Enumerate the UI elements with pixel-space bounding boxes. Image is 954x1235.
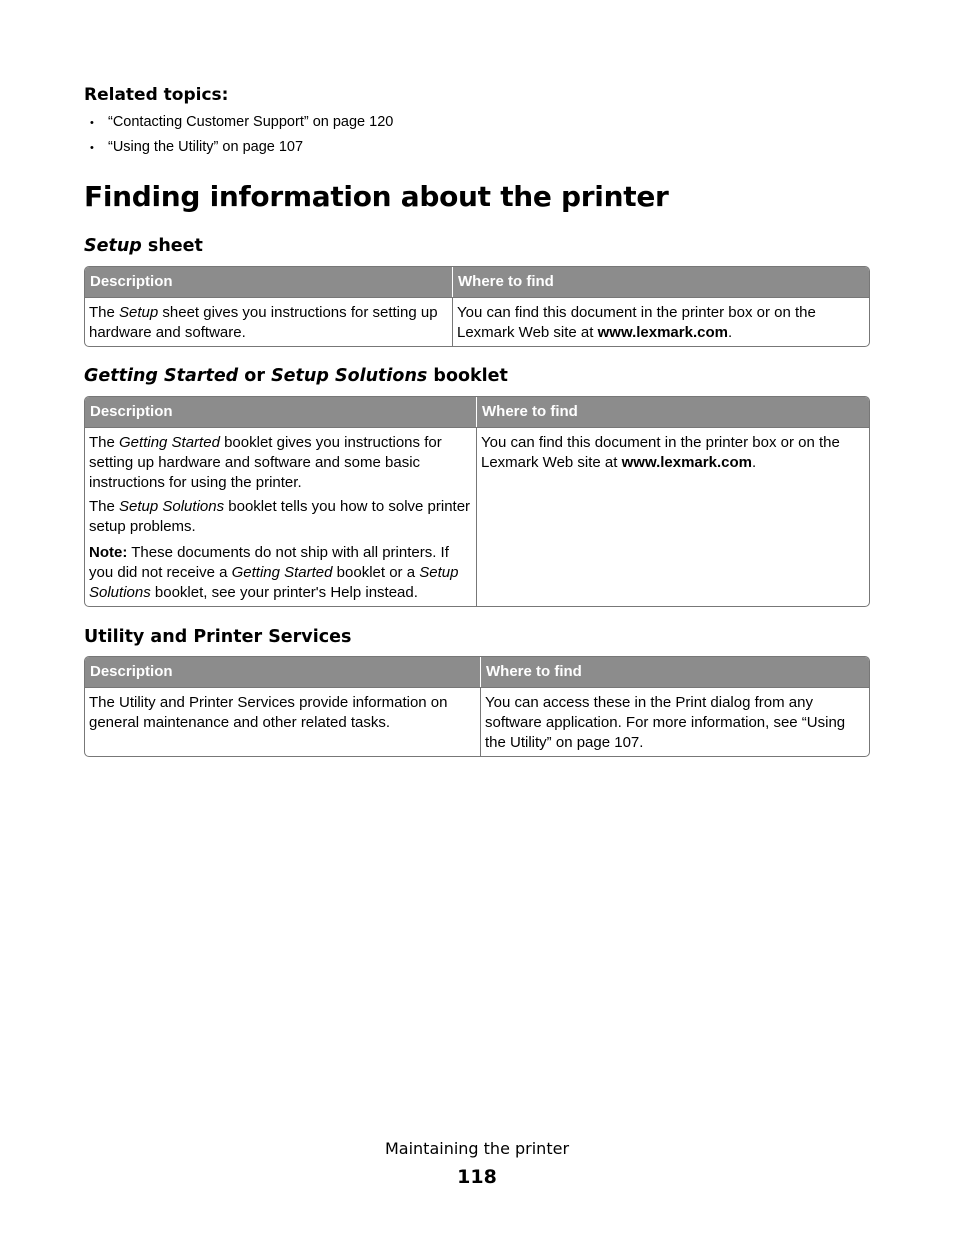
heading-text: booklet	[427, 366, 508, 386]
bullet-icon: •	[90, 142, 94, 154]
cell-italic: Setup Solutions	[119, 498, 225, 515]
website-link[interactable]: www.lexmark.com	[621, 454, 752, 471]
related-topic-link[interactable]: “Using the Utility” on page 107	[108, 139, 304, 155]
column-header-where: Where to find	[480, 657, 869, 687]
where-cell: You can access these in the Print dialog from any software application. For more information, see “Using the Utility” on page 107.	[480, 687, 869, 756]
cell-text: You can find this document in the printer box or on the Lexmark Web site at	[457, 304, 816, 341]
paragraph	[89, 497, 472, 537]
cell-text: booklet gives you instructions for setting up hardware and software and some basic instructions for using the printer.	[89, 434, 442, 491]
cell-text: .	[751, 454, 757, 471]
cell-text: The	[89, 498, 120, 515]
cell-text: These documents do not ship with all printers. If you did not receive a	[89, 544, 449, 581]
setup-sheet-table	[84, 266, 870, 347]
cell-text: You can find this document in the printer box or on the Lexmark Web site at	[481, 434, 840, 471]
cell-text: booklet, see your printer's Help instead.	[150, 584, 418, 601]
utility-table	[84, 656, 870, 757]
booklet-heading	[84, 366, 508, 386]
bullet-icon: •	[90, 117, 94, 129]
cell-italic: Getting Started	[231, 564, 333, 581]
list-item[interactable]	[84, 112, 393, 137]
booklet-table	[84, 396, 870, 607]
table-header-row	[85, 397, 869, 427]
cell-italic: Getting Started	[119, 434, 220, 451]
cell-italic: Setup Solutions	[89, 564, 459, 601]
table-row	[85, 687, 869, 756]
where-cell	[452, 297, 869, 346]
setup-sheet-heading	[84, 236, 203, 256]
cell-text: booklet or a	[332, 564, 420, 581]
cell-text: booklet tells you how to solve printer setup problems.	[89, 498, 471, 535]
heading-text: sheet	[141, 236, 203, 256]
note-paragraph	[89, 543, 472, 603]
heading-text: or	[238, 366, 272, 386]
column-header-where: Where to find	[452, 267, 869, 297]
table-row	[85, 427, 869, 606]
description-cell	[85, 297, 452, 346]
table-header-row	[85, 657, 869, 687]
related-topics-list	[84, 112, 393, 162]
heading-italic: Setup	[84, 236, 142, 256]
cell-text: The	[89, 434, 120, 451]
cell-text: sheet gives you instructions for setting up hardware and software.	[89, 304, 438, 341]
heading-italic: Getting Started	[84, 366, 239, 386]
heading-italic: Setup Solutions	[271, 366, 428, 386]
footer-section-title: Maintaining the printer	[384, 1139, 570, 1158]
column-header-description: Description	[85, 397, 476, 427]
related-topic-link[interactable]: “Contacting Customer Support” on page 120	[108, 114, 394, 130]
utility-heading: Utility and Printer Services	[84, 627, 352, 647]
table-header-row	[85, 267, 869, 297]
table-row	[85, 297, 869, 346]
website-link[interactable]: www.lexmark.com	[597, 324, 728, 341]
page-title: Finding information about the printer	[84, 180, 669, 213]
description-cell: The Utility and Printer Services provide information on general maintenance and other related tasks.	[85, 687, 480, 756]
page-number: 118	[457, 1166, 497, 1188]
related-topics-heading: Related topics:	[84, 85, 229, 105]
cell-italic: Setup	[119, 304, 159, 321]
where-cell	[476, 427, 869, 606]
cell-text: .	[727, 324, 733, 341]
cell-text: The	[89, 304, 120, 321]
paragraph	[89, 433, 472, 493]
column-header-description: Description	[85, 267, 452, 297]
list-item[interactable]	[84, 137, 393, 162]
column-header-where: Where to find	[476, 397, 869, 427]
column-header-description: Description	[85, 657, 480, 687]
note-label: Note:	[89, 544, 128, 561]
description-cell	[85, 427, 476, 606]
